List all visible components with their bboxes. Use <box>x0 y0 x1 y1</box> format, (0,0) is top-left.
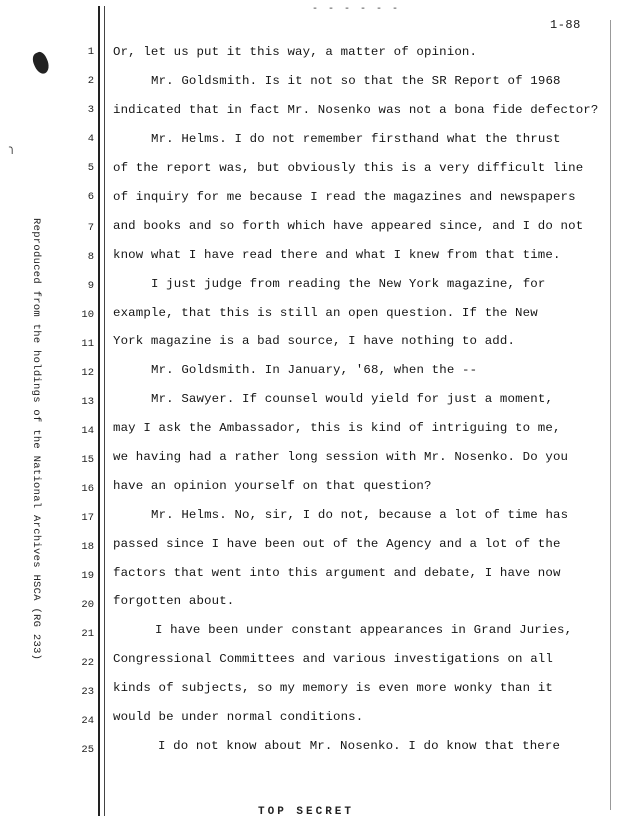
transcript-line: factors that went into this argument and debate, I have now <box>113 566 561 580</box>
margin-tick-mark: ɿ <box>8 145 15 156</box>
ink-blot <box>30 50 52 76</box>
line-number: 15 <box>81 454 94 466</box>
page-number: 1-88 <box>550 18 581 32</box>
line-number: 13 <box>81 396 94 408</box>
line-number: 7 <box>87 222 94 234</box>
line-number: 20 <box>81 599 94 611</box>
line-number: 23 <box>81 686 94 698</box>
transcript-line: indicated that in fact Mr. Nosenko was not a bona fide defector? <box>113 103 599 117</box>
archive-stamp <box>28 218 46 688</box>
transcript-line: Mr. Goldsmith. In January, '68, when the -- <box>151 363 478 377</box>
transcript-line: Mr. Helms. No, sir, I do not, because a lot of time has <box>151 508 569 522</box>
transcript-line: I do not know about Mr. Nosenko. I do know that there <box>158 739 561 753</box>
archive-stamp-text: Reproduced from the holdings of the National Archives HSCA (RG 233) <box>30 218 42 661</box>
line-number: 4 <box>87 133 94 145</box>
transcript-line: and books and so forth which have appeared since, and I do not <box>113 219 584 233</box>
line-number: 5 <box>87 162 94 174</box>
transcript-line: may I ask the Ambassador, this is kind of intriguing to me, <box>113 421 561 435</box>
transcript-line: know what I have read there and what I knew from that time. <box>113 248 561 262</box>
transcript-line: I have been under constant appearances in Grand Juries, <box>155 623 573 637</box>
line-number: 18 <box>81 541 94 553</box>
line-number: 9 <box>87 280 94 292</box>
transcript-line: kinds of subjects, so my memory is even more wonky than it <box>113 681 553 695</box>
line-number: 25 <box>81 744 94 756</box>
left-margin-rule <box>98 6 100 816</box>
transcript-line: passed since I have been out of the Agency and a lot of the <box>113 537 561 551</box>
line-number: 24 <box>81 715 94 727</box>
transcript-line: of inquiry for me because I read the magazines and newspapers <box>113 190 576 204</box>
line-number: 10 <box>81 309 94 321</box>
transcript-line: have an opinion yourself on that question? <box>113 479 432 493</box>
right-margin-rule <box>610 20 611 810</box>
transcript-line: I just judge from reading the New York magazine, for <box>151 277 546 291</box>
transcript-line: Or, let us put it this way, a matter of opinion. <box>113 45 478 59</box>
transcript-line: Congressional Committees and various investigations on all <box>113 652 553 666</box>
line-number: 12 <box>81 367 94 379</box>
transcript-line: Mr. Goldsmith. Is it not so that the SR Report of 1968 <box>151 74 561 88</box>
transcript-line: of the report was, but obviously this is a very difficult line <box>113 161 584 175</box>
left-margin-rule-inner <box>104 6 105 816</box>
transcript-line: we having had a rather long session with Mr. Nosenko. Do you <box>113 450 569 464</box>
line-number: 8 <box>87 251 94 263</box>
bottom-classification-mark: TOP SECRET <box>258 806 355 818</box>
top-classification-mark: - - - - - - <box>312 4 401 15</box>
line-number: 19 <box>81 570 94 582</box>
line-number: 1 <box>87 46 94 58</box>
transcript-line: Mr. Helms. I do not remember firsthand what the thrust <box>151 132 561 146</box>
transcript-line: example, that this is still an open question. If the New <box>113 306 538 320</box>
transcript-line: forgotten about. <box>113 594 235 608</box>
line-number: 6 <box>87 191 94 203</box>
line-number: 22 <box>81 657 94 669</box>
transcript-line: would be under normal conditions. <box>113 710 364 724</box>
line-number: 14 <box>81 425 94 437</box>
line-number: 3 <box>87 104 94 116</box>
transcript-line: Mr. Sawyer. If counsel would yield for just a moment, <box>151 392 554 406</box>
transcript-line: York magazine is a bad source, I have nothing to add. <box>113 334 516 348</box>
line-number: 17 <box>81 512 94 524</box>
line-number: 2 <box>87 75 94 87</box>
line-number: 16 <box>81 483 94 495</box>
line-number: 11 <box>81 338 94 350</box>
line-number: 21 <box>81 628 94 640</box>
